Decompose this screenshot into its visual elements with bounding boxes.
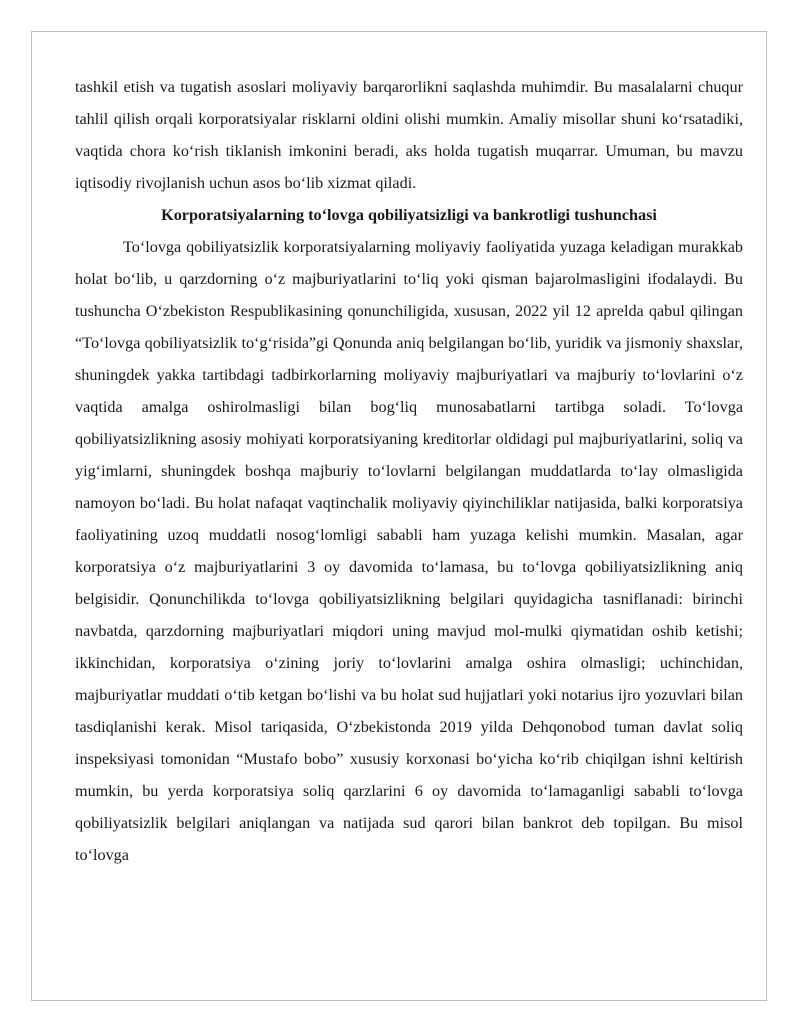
document-body <box>75 71 743 871</box>
paragraph-continuation: tashkil etish va tugatish asoslari moliyaviy barqarorlikni saqlashda muhimdir. Bu masalalarni chuqur tahlil qilish orqali korporatsiyalar risklarni oldini olishi mumkin. Amaliy misollar shuni koʻrsatadiki, vaqtida chora koʻrish tiklanish imkonini beradi, aks holda tugatish muqarrar. Umuman, bu mavzu iqtisodiy rivojlanish uchun asos boʻlib xizmat qiladi. <box>75 78 743 192</box>
section-heading: Korporatsiyalarning toʻlovga qobiliyatsizligi va bankrotligi tushunchasi <box>161 206 657 224</box>
paragraph-main: Toʻlovga qobiliyatsizlik korporatsiyalarning moliyaviy faoliyatida yuzaga keladigan murakkab holat boʻlib, u qarzdorning oʻz majburiyatlarini toʻliq yoki qisman bajarolmasligini ifodalaydi. Bu tushuncha Oʻzbekiston Respublikasining qonunchiligida, xususan, 2022 yil 12 aprelda qabul qilingan “Toʻlovga qobiliyatsizlik toʻgʻrisida”gi Qonunda aniq belgilangan boʻlib, yuridik va jismoniy shaxslar, shuningdek yakka tartibdagi tadbirkorlarning moliyaviy majburiyatlari va majburiy toʻlovlarini oʻz vaqtida amalga oshirolmasligi bilan bogʻliq munosabatlarni tartibga soladi. Toʻlovga qobiliyatsizlikning asosiy mohiyati korporatsiyaning kreditorlar oldidagi pul majburiyatlarini, soliq va yigʻimlarni, shuningdek boshqa majburiy toʻlovlarni belgilangan muddatlarda toʻlay olmasligida namoyon boʻladi. Bu holat nafaqat vaqtinchalik moliyaviy qiyinchiliklar natijasida, balki korporatsiya faoliyatining uzoq muddatli nosogʻlomligi sababli ham yuzaga kelishi mumkin. Masalan, agar korporatsiya oʻz majburiyatlarini 3 oy davomida toʻlamasa, bu toʻlovga qobiliyatsizlikning aniq belgisidir. Qonunchilikda toʻlovga qobiliyatsizlikning belgilari quyidagicha tasniflanadi: birinchi navbatda, qarzdorning majburiyatlari miqdori uning mavjud mol-mulki qiymatidan oshib ketishi; ikkinchidan, korporatsiya oʻzining joriy toʻlovlarini amalga oshira olmasligi; uchinchidan, majburiyatlar muddati oʻtib ketgan boʻlishi va bu holat sud hujjatlari yoki notarius ijro yozuvlari bilan tasdiqlanishi kerak. Misol tariqasida, Oʻzbekistonda 2019 yilda Dehqonobod tuman davlat soliq inspeksiyasi tomonidan “Mustafo bobo” xususiy korxonasi boʻyicha koʻrib chiqilgan ishni keltirish mumkin, bu yerda korporatsiya soliq qarzlarini 6 oy davomida toʻlamaganligi sababli toʻlovga qobiliyatsizlik belgilari aniqlangan va natijada sud qarori bilan bankrot deb topilgan. Bu misol toʻlovga <box>75 238 743 864</box>
